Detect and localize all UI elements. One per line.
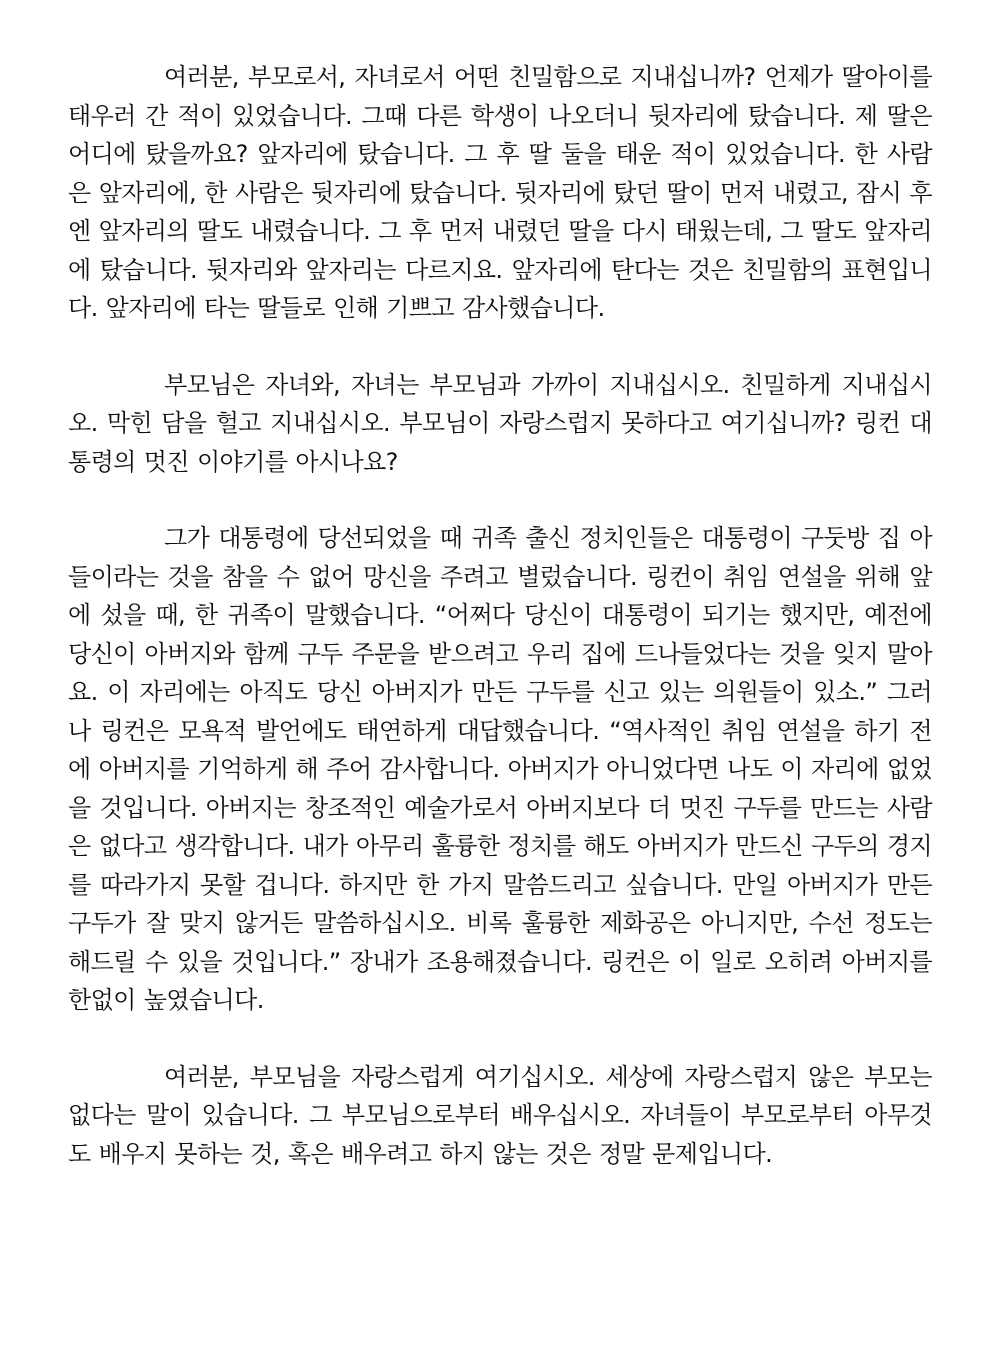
paragraph-closeness-car-seat: 여러분, 부모로서, 자녀로서 어떤 친밀함으로 지내십니까? 언제가 딸아이를 태우러 간 적이 있었습니다. 그때 다른 학생이 나오더니 뒷자리에 탔습니다. 제 딸은 어디에 탔을까요? 앞자리에 탔습니다. 그 후 딸 둘을 태운 적이 있었습니다. 한 사람은 앞자리에, 한 사람은 뒷자리에 탔습니다. 뒷자리에 탔던 딸이 먼저 내렸고, 잠시 후엔 앞자리의 딸도 내렸습니다. 그 후 먼저 내렸던 딸을 다시 태웠는데, 그 딸도 앞자리에 탔습니다. 뒷자리와 앞자리는 다르지요. 앞자리에 탄다는 것은 친밀함의 표현입니다. 앞자리에 타는 딸들로 인해 기쁘고 감사했습니다. <box>68 63 932 322</box>
paragraph-parents-children: 부모님은 자녀와, 자녀는 부모님과 가까이 지내십시오. 친밀하게 지내십시오. 막힌 담을 헐고 지내십시오. 부모님이 자랑스럽지 못하다고 여기십니까? 링컨 대통령의 멋진 이야기를 아시나요? <box>68 370 932 476</box>
paragraph-honor-parents: 여러분, 부모님을 자랑스럽게 여기십시오. 세상에 자랑스럽지 않은 부모는 없다는 말이 있습니다. 그 부모님으로부터 배우십시오. 자녀들이 부모로부터 아무것도 배우지 못하는 것, 혹은 배우려고 하지 않는 것은 정말 문제입니다. <box>68 1062 932 1168</box>
paragraph-lincoln-story: 그가 대통령에 당선되었을 때 귀족 출신 정치인들은 대통령이 구둣방 집 아들이라는 것을 참을 수 없어 망신을 주려고 별렀습니다. 링컨이 취임 연설을 위해 앞에 섰을 때, 한 귀족이 말했습니다. “어쩌다 당신이 대통령이 되기는 했지만, 예전에 당신이 아버지와 함께 구두 주문을 받으려고 우리 집에 드나들었다는 것을 잊지 말아요. 이 자리에는 아직도 당신 아버지가 만든 구두를 신고 있는 의원들이 있소.” 그러나 링컨은 모욕적 발언에도 태연하게 대답했습니다. “역사적인 취임 연설을 하기 전에 아버지를 기억하게 해 주어 감사합니다. 아버지가 아니었다면 나도 이 자리에 없었을 것입니다. 아버지는 창조적인 예술가로서 아버지보다 더 멋진 구두를 만드는 사람은 없다고 생각합니다. 내가 아무리 훌륭한 정치를 해도 아버지가 만드신 구두의 경지를 따라가지 못할 겁니다. 하지만 한 가지 말씀드리고 싶습니다. 만일 아버지가 만든 구두가 잘 맞지 않거든 말씀하십시오. 비록 훌륭한 제화공은 아니지만, 수선 정도는 해드릴 수 있을 것입니다.” 장내가 조용해졌습니다. 링컨은 이 일로 오히려 아버지를 한없이 높였습니다. <box>68 524 932 1014</box>
